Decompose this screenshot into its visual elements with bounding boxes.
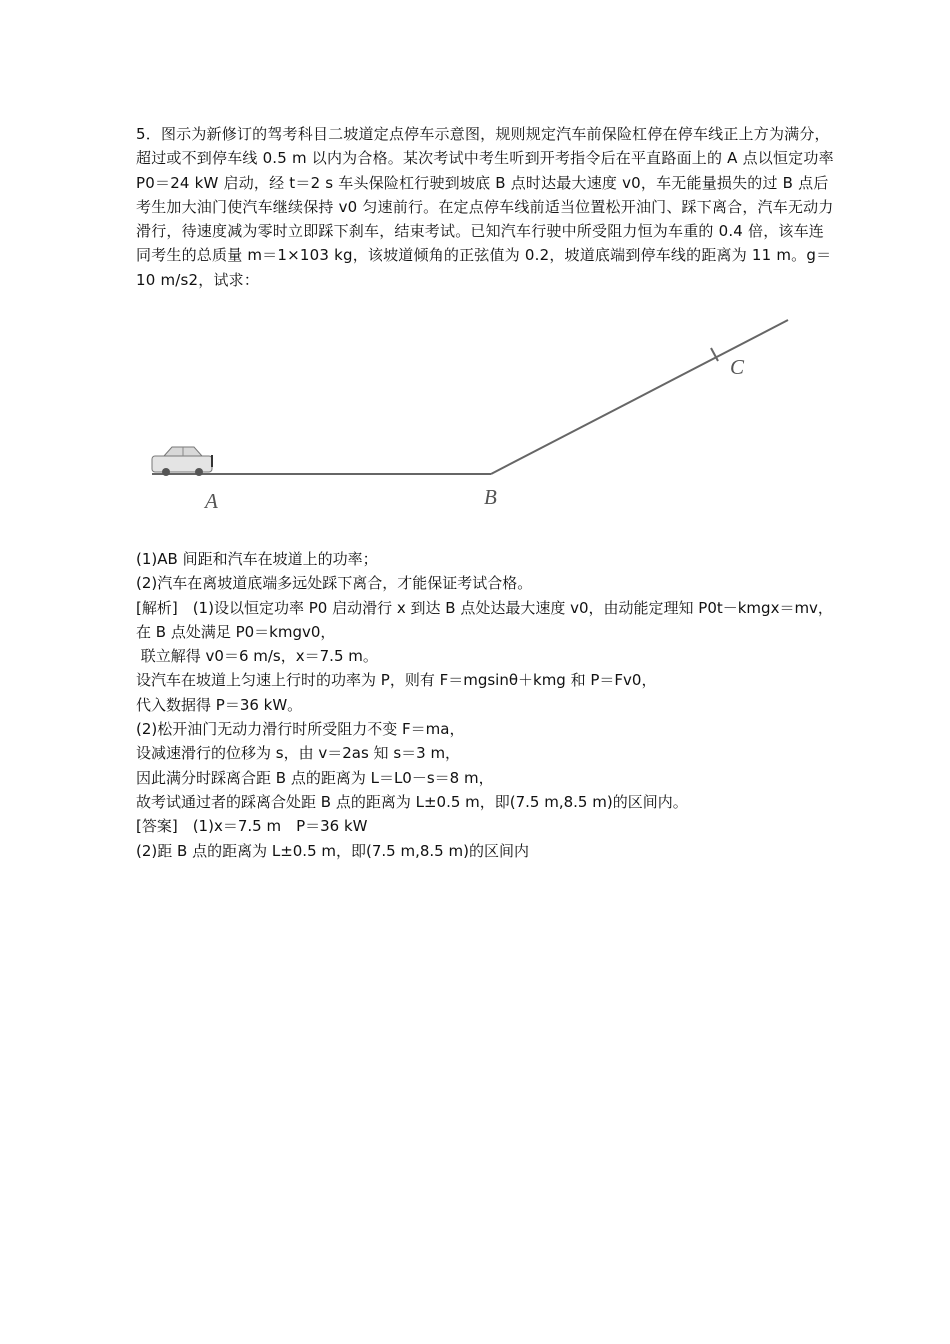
analysis-line-9: 故考试通过者的踩离合处距 B 点的距离为 L±0.5 m，即(7.5 m,8.5 m)的区间内。 — [136, 792, 688, 811]
problem-statement: 5．图示为新修订的驾考科目二坡道定点停车示意图，规则规定汽车前保险杠停在停车线正上方为满分，超过或不到停车线 0.5 m 以内为合格。某次考试中考生听到开考指令后在平直路面上的 A 点以恒定功率 P0＝24 kW 启动，经 t＝2 s 车头保险杠行驶到坡底 B 点时达最大速度 v0，车无能量损失的过 B 点后考生加大油门使汽车继续保持 v0 匀速前行。在定点停车线前适当位置松开油门、踩下离合，汽车无动力滑行，待速度减为零时立即踩下刹车，结束考试。已知汽车行驶中所受阻力恒为车重的 0.4 倍，该车连同考生的总质量 m＝1×103 kg，该坡道倾角的正弦值为 0.2，坡道底端到停车线的距离为 11 m。g＝10 m/s2，试求： — [136, 125, 834, 289]
analysis-line-2: 在 B 点处满足 P0＝kmgv0， — [136, 622, 336, 641]
question-1: (1)AB 间距和汽车在坡道上的功率； — [136, 550, 378, 568]
analysis-line-3: 联立解得 v0＝6 m/s，x＝7.5 m。 — [136, 647, 378, 666]
car-icon — [152, 447, 212, 476]
analysis-line-6: (2)松开油门无动力滑行时所受阻力不变 F＝ma， — [136, 720, 465, 739]
question-2: (2)汽车在离坡道底端多远处踩下离合，才能保证考试合格。 — [136, 574, 533, 593]
analysis-line-8: 因此满分时踩离合距 B 点的距离为 L＝L0－s＝8 m， — [136, 768, 494, 787]
slope-diagram — [136, 314, 826, 524]
analysis-line-4: 设汽车在坡道上匀速上行时的功率为 P，则有 F＝mgsinθ＋kmg 和 P＝Fv0， — [136, 671, 657, 690]
slope-line — [491, 320, 788, 474]
analysis-line-1: [解析] (1)设以恒定功率 P0 启动滑行 x 到达 B 点处达最大速度 v0，由动能定理知 P0t－kmgx＝mv， — [136, 598, 833, 617]
point-a-label: A — [205, 489, 218, 513]
point-b-label: B — [484, 485, 497, 509]
answer-line-1: [答案] (1)x＝7.5 m P＝36 kW — [136, 817, 368, 836]
point-c-label: C — [730, 355, 745, 379]
answer-line-2: (2)距 B 点的距离为 L±0.5 m，即(7.5 m,8.5 m)的区间内 — [136, 841, 529, 860]
analysis-line-7: 设减速滑行的位移为 s，由 v＝2as 知 s＝3 m， — [136, 744, 461, 763]
slope-diagram-svg — [136, 314, 826, 524]
analysis-line-5: 代入数据得 P＝36 kW。 — [136, 695, 303, 714]
solution-section — [136, 547, 836, 863]
